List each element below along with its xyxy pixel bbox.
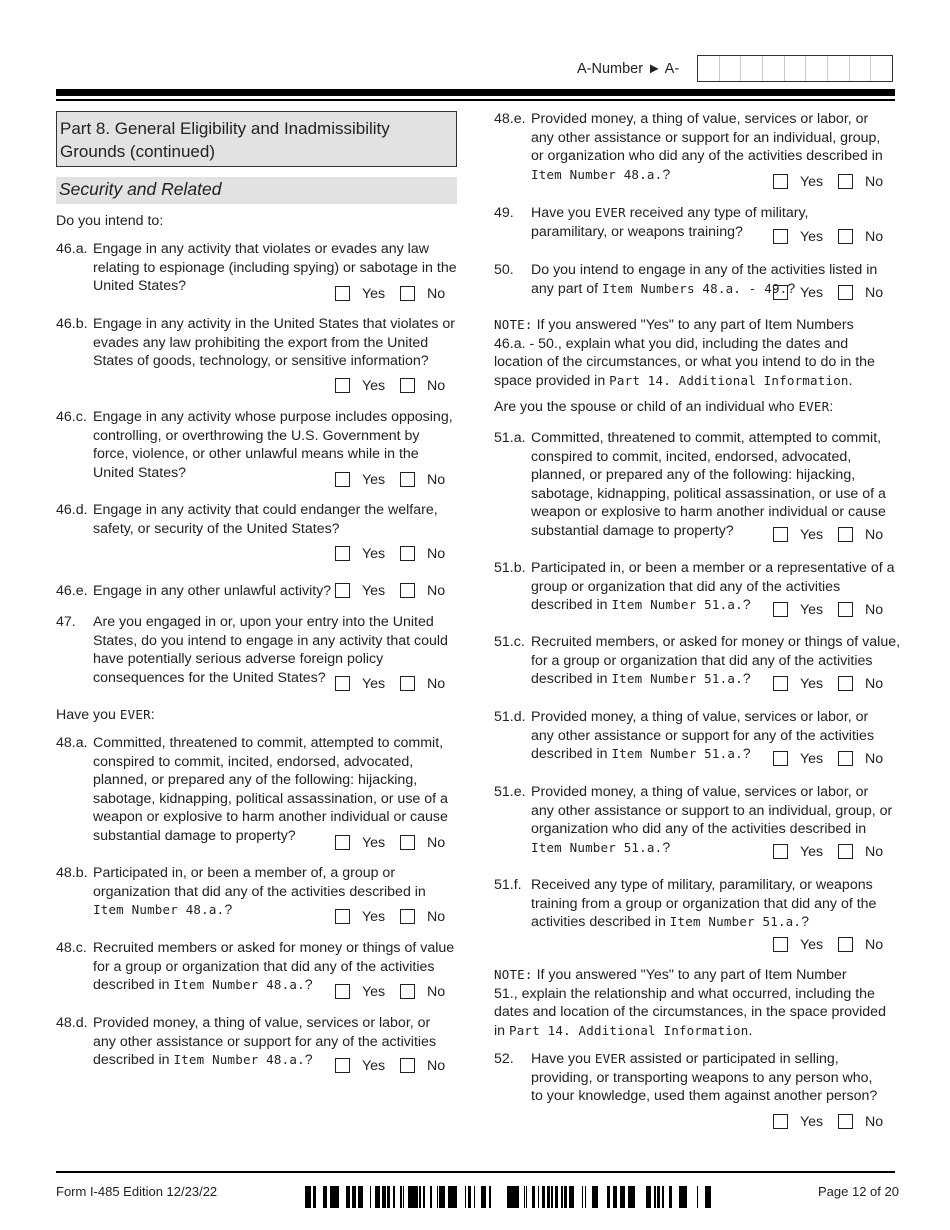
no-checkbox[interactable]	[838, 844, 853, 859]
part-title: Part 8. General Eligibility and Inadmissibility Grounds (continued)	[56, 111, 457, 167]
yes-no-group	[335, 1057, 455, 1075]
no-label: No	[427, 909, 446, 925]
question-text: Participated in, or been a member or a representative of a group or organization that did any of the activities described in Item Number 51.a.?	[531, 560, 895, 613]
question-number: 51.b.	[494, 560, 526, 576]
yes-no-group	[773, 601, 893, 619]
no-checkbox[interactable]	[400, 835, 415, 850]
yes-label: Yes	[362, 286, 386, 302]
no-label: No	[865, 229, 884, 245]
no-checkbox[interactable]	[838, 527, 853, 542]
intend-intro: Do you intend to:	[56, 213, 164, 229]
question-number: 48.b.	[56, 865, 88, 881]
no-checkbox[interactable]	[838, 937, 853, 952]
question-text: Provided money, a thing of value, services or labor, or any other assistance or support for an individual, group, or organization who did any of the activities described in Item Number 48.a.?	[531, 111, 883, 183]
question-number: 50.	[494, 262, 514, 278]
yes-checkbox[interactable]	[335, 378, 350, 393]
yes-checkbox[interactable]	[773, 937, 788, 952]
question-number: 52.	[494, 1051, 514, 1067]
yes-checkbox[interactable]	[335, 286, 350, 301]
question-number: 46.e.	[56, 583, 88, 599]
no-label: No	[427, 546, 446, 562]
header-rule-thin	[56, 99, 895, 101]
yes-label: Yes	[362, 472, 386, 488]
yes-label: Yes	[800, 676, 824, 692]
no-checkbox[interactable]	[838, 751, 853, 766]
yes-no-group	[773, 526, 893, 544]
a-number-label: A-Number ► A-	[577, 61, 680, 77]
no-checkbox[interactable]	[838, 285, 853, 300]
yes-label: Yes	[800, 229, 824, 245]
no-checkbox[interactable]	[838, 676, 853, 691]
yes-no-group	[773, 750, 893, 768]
yes-no-group	[335, 983, 455, 1001]
yes-checkbox[interactable]	[773, 1114, 788, 1129]
yes-no-group	[335, 545, 455, 563]
form-edition: Form I-485 Edition 12/23/22	[56, 1184, 218, 1199]
yes-checkbox[interactable]	[335, 472, 350, 487]
question-text: Recruited members, or asked for money or things of value, for a group or organization that did any of the activities described in Item Number 51.a.?	[531, 634, 901, 687]
question-text: Have you EVER received any type of military, paramilitary, or weapons training?	[531, 205, 809, 240]
yes-no-group	[335, 908, 455, 926]
yes-no-group	[773, 1113, 893, 1131]
question-text: Provided money, a thing of value, services or labor, or any other assistance or support for any of the activities described in Item Number 48.a.?	[93, 1015, 437, 1068]
question-number: 51.e.	[494, 784, 526, 800]
no-label: No	[865, 527, 884, 543]
yes-label: Yes	[362, 835, 386, 851]
yes-checkbox[interactable]	[773, 174, 788, 189]
yes-label: Yes	[800, 527, 824, 543]
yes-no-group	[335, 377, 455, 395]
yes-no-group	[773, 173, 893, 191]
question-number: 48.c.	[56, 940, 87, 956]
yes-label: Yes	[800, 844, 824, 860]
yes-label: Yes	[362, 984, 386, 1000]
no-label: No	[865, 174, 884, 190]
question-number: 51.f.	[494, 877, 522, 893]
page-number: Page 12 of 20	[818, 1184, 899, 1199]
yes-checkbox[interactable]	[335, 676, 350, 691]
question-text: Engage in any activity that violates or evades any law relating to espionage (including spying) or sabotage in the United States?	[93, 241, 457, 294]
yes-label: Yes	[800, 602, 824, 618]
no-checkbox[interactable]	[400, 583, 415, 598]
yes-checkbox[interactable]	[335, 546, 350, 561]
question-number: 46.d.	[56, 502, 88, 518]
yes-checkbox[interactable]	[773, 844, 788, 859]
no-label: No	[865, 285, 884, 301]
yes-checkbox[interactable]	[773, 229, 788, 244]
no-label: No	[865, 602, 884, 618]
question-text: Committed, threatened to commit, attempted to commit, conspired to commit, incited, endorsed, advocated, planned, or prepared any of the following: hijacking, sabotage, kidnapping, political assassination, or use of a weapon or explosive to harm another individual or cause substantial damage to property?	[531, 430, 886, 539]
spouse-intro: Are you the spouse or child of an individual who EVER:	[494, 399, 834, 415]
header-rule-thick	[56, 89, 895, 96]
yes-label: Yes	[800, 1114, 824, 1130]
yes-label: Yes	[800, 174, 824, 190]
yes-no-group	[773, 228, 893, 246]
question-text: Provided money, a thing of value, services or labor, or any other assistance or support to an individual, group, or organization who did any of the activities described in Item Number 51.a.?	[531, 784, 893, 856]
question-number: 46.b.	[56, 316, 88, 332]
yes-no-group	[335, 834, 455, 852]
question-number: 48.d.	[56, 1015, 88, 1031]
no-checkbox[interactable]	[400, 378, 415, 393]
yes-no-group	[773, 843, 893, 861]
no-checkbox[interactable]	[400, 984, 415, 999]
no-checkbox[interactable]	[838, 229, 853, 244]
no-checkbox[interactable]	[400, 472, 415, 487]
no-checkbox[interactable]	[400, 676, 415, 691]
no-label: No	[427, 472, 446, 488]
yes-label: Yes	[362, 676, 386, 692]
question-text: Recruited members or asked for money or things of value for a group or organization that did any of the activities described in Item Number 48.a.?	[93, 940, 455, 993]
yes-checkbox[interactable]	[773, 602, 788, 617]
question-text: Engage in any activity in the United States that violates or evades any law prohibiting the export from the United States of goods, technology, or sensitive information?	[93, 316, 455, 369]
question-text: Provided money, a thing of value, services or labor, or any other assistance or support for any of the activities described in Item Number 51.a.?	[531, 709, 875, 762]
no-checkbox[interactable]	[400, 286, 415, 301]
yes-no-group	[773, 675, 893, 693]
yes-no-group	[335, 471, 455, 489]
note-46-50: NOTE: If you answered "Yes" to any part of Item Numbers 46.a. - 50., explain what you did, including the dates and location of the circumstances, or what you intend to do in the space provided in Part 14. Additional Information.	[494, 317, 875, 389]
question-number: 46.a.	[56, 241, 88, 257]
yes-checkbox[interactable]	[773, 751, 788, 766]
yes-label: Yes	[800, 751, 824, 767]
question-text: Have you EVER assisted or participated in selling, providing, or transporting weapons to any person who, to your knowledge, used them against another person?	[531, 1051, 878, 1104]
no-label: No	[427, 676, 446, 692]
yes-label: Yes	[362, 909, 386, 925]
yes-label: Yes	[362, 378, 386, 394]
question-text: Committed, threatened to commit, attempted to commit, conspired to commit, incited, endorsed, advocated, planned, or prepared any of the following: hijacking, sabotage, kidnapping, political assassination, or use of a weapon or explosive to harm another individual or cause substantial damage to property?	[93, 735, 448, 844]
footer-rule	[56, 1171, 895, 1173]
no-checkbox[interactable]	[838, 1114, 853, 1129]
yes-label: Yes	[362, 546, 386, 562]
note-51: NOTE: If you answered "Yes" to any part of Item Number 51., explain the relationship and what occurred, including the dates and location of the circumstances, in the space provided in Part 14. Additional Information.	[494, 967, 886, 1039]
question-text: Engage in any activity that could endanger the welfare, safety, or security of the United States?	[93, 502, 438, 537]
yes-label: Yes	[362, 583, 386, 599]
yes-label: Yes	[800, 285, 824, 301]
yes-no-group	[335, 675, 455, 693]
ever-intro: Have you EVER:	[56, 707, 155, 723]
yes-checkbox[interactable]	[773, 676, 788, 691]
question-text: Are you engaged in or, upon your entry into the United States, do you intend to engage in any activity that could have potentially serious adverse foreign policy consequences for the United States?	[93, 614, 448, 686]
no-label: No	[427, 378, 446, 394]
yes-no-group	[335, 582, 455, 600]
no-checkbox[interactable]	[838, 602, 853, 617]
no-label: No	[427, 286, 446, 302]
no-label: No	[865, 676, 884, 692]
yes-label: Yes	[362, 1058, 386, 1074]
yes-checkbox[interactable]	[773, 285, 788, 300]
question-text: Engage in any other unlawful activity?	[93, 583, 332, 599]
question-text: Participated in, or been a member of, a group or organization that did any of the activities described in Item Number 48.a.?	[93, 865, 426, 918]
section-title: Security and Related	[56, 177, 457, 204]
no-label: No	[427, 583, 446, 599]
yes-no-group	[773, 936, 893, 954]
barcode-image	[305, 1186, 713, 1208]
question-number: 47.	[56, 614, 76, 630]
yes-checkbox[interactable]	[335, 1058, 350, 1073]
no-checkbox[interactable]	[400, 1058, 415, 1073]
question-number: 46.c.	[56, 409, 87, 425]
yes-label: Yes	[800, 937, 824, 953]
yes-checkbox[interactable]	[773, 527, 788, 542]
question-number: 51.a.	[494, 430, 526, 446]
yes-checkbox[interactable]	[335, 984, 350, 999]
yes-no-group	[773, 284, 893, 302]
yes-checkbox[interactable]	[335, 835, 350, 850]
no-label: No	[865, 751, 884, 767]
no-label: No	[865, 844, 884, 860]
no-label: No	[427, 1058, 446, 1074]
question-number: 51.d.	[494, 709, 526, 725]
no-label: No	[427, 835, 446, 851]
no-checkbox[interactable]	[400, 909, 415, 924]
yes-checkbox[interactable]	[335, 583, 350, 598]
question-text: Do you intend to engage in any of the activities listed in any part of Item Numbers 48.a. - 49.?	[531, 262, 878, 297]
question-number: 48.a.	[56, 735, 88, 751]
no-checkbox[interactable]	[400, 546, 415, 561]
no-label: No	[427, 984, 446, 1000]
a-number-input[interactable]	[697, 55, 893, 82]
question-number: 48.e.	[494, 111, 526, 127]
no-checkbox[interactable]	[838, 174, 853, 189]
question-text: Received any type of military, paramilitary, or weapons training from a group or organization that did any of the activities described in Item Number 51.a.?	[531, 877, 877, 930]
no-label: No	[865, 937, 884, 953]
yes-no-group	[335, 285, 455, 303]
no-label: No	[865, 1114, 884, 1130]
question-number: 51.c.	[494, 634, 525, 650]
question-number: 49.	[494, 205, 514, 221]
question-text: Engage in any activity whose purpose includes opposing, controlling, or overthrowing the U.S. Government by force, violence, or other unlawful means while in the United States?	[93, 409, 453, 481]
yes-checkbox[interactable]	[335, 909, 350, 924]
